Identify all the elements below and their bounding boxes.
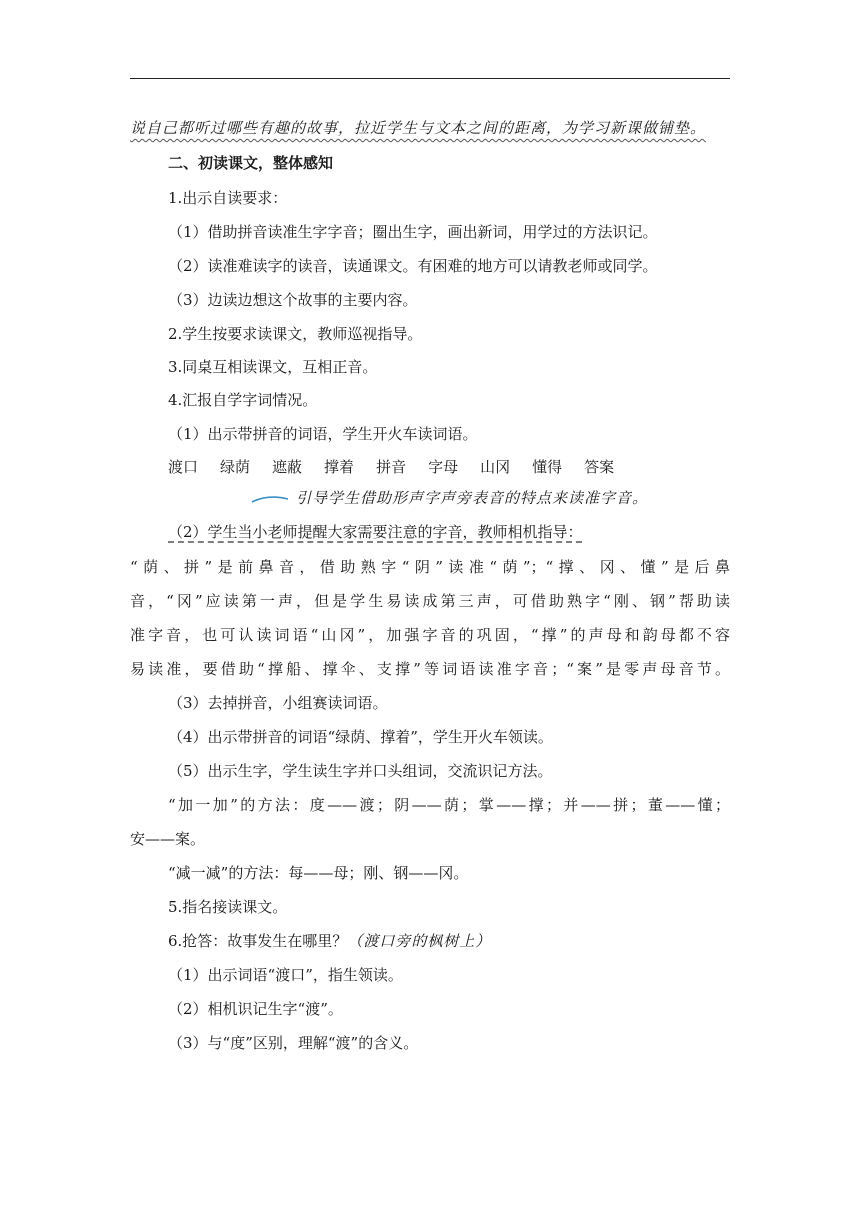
add-method-line: “加一加”的方法：度——渡；阴——荫；掌——撑；并——拼；董——懂；: [168, 796, 730, 814]
margin-annotation: [250, 487, 648, 509]
step-6-answer: （渡口旁的枫树上）: [347, 932, 492, 950]
word: 绿荫: [220, 458, 251, 476]
header-rule: [130, 78, 730, 79]
section-heading: 二、初读课文，整体感知: [168, 154, 334, 172]
paragraph-line: 音，“冈”应读第一声，但是学生易读成第三声，可借助熟字“刚、钢”帮助读: [130, 592, 730, 610]
word: 山冈: [480, 458, 511, 476]
subtract-method: “减一减”的方法：每——母；刚、钢——冈。: [168, 864, 469, 882]
word: 拼音: [376, 458, 407, 476]
word: 懂得: [532, 458, 563, 476]
step-6-question: 6.抢答：故事发生在哪里？: [168, 932, 348, 950]
step-1: 1.出示自读要求：: [168, 189, 288, 207]
word: 遮蔽: [272, 458, 303, 476]
step-5: 5.指名接读课文。: [168, 898, 288, 916]
annotation-text: 引导学生借助形声字声旁表音的特点来读准字音。: [296, 489, 649, 507]
word: 撑着: [324, 458, 355, 476]
step-6-item-2: （2）相机识记生字“渡”。: [168, 1000, 343, 1018]
step-2: 2.学生按要求读课文，教师巡视指导。: [168, 325, 423, 343]
step-4-item-2: （2）学生当小老师提醒大家需要注意的字音，教师相机指导：: [168, 523, 583, 541]
intro-note: 说自己都听过哪些有趣的故事，拉近学生与文本之间的距离，为学习新课做铺垫。: [130, 119, 707, 137]
paragraph-line: 易读准，要借助“撑船、撑伞、支撑”等词语读准字音；“案”是零声母音节。: [130, 660, 730, 678]
paragraph-line: “荫、拼”是前鼻音，借助熟字“阴”读准“荫”；“撑、冈、懂”是后鼻: [130, 558, 730, 576]
add-method-line-end: 安——案。: [130, 830, 206, 848]
step-1-item-2: （2）读准难读字的读音，读通课文。有困难的地方可以请教老师或同学。: [168, 257, 658, 275]
step-6-item-3: （3）与“度”区别，理解“渡”的含义。: [168, 1034, 419, 1052]
word: 渡口: [168, 458, 199, 476]
step-1-item-1: （1）借助拼音读准生字字音；圈出生字，画出新词，用学过的方法识记。: [168, 223, 658, 241]
word-list: [168, 456, 636, 478]
paragraph-line: 准字音，也可认读词语“山冈”，加强字音的巩固，“撑”的声母和韵母都不容: [130, 626, 730, 644]
word: 字母: [428, 458, 459, 476]
step-1-item-3: （3）边读边想这个故事的主要内容。: [168, 291, 418, 309]
word: 答案: [584, 458, 615, 476]
step-4: 4.汇报自学字词情况。: [168, 391, 318, 409]
step-3: 3.同桌互相读课文，互相正音。: [168, 358, 378, 376]
step-6-item-1: （1）出示词语“渡口”，指生领读。: [168, 966, 403, 984]
step-6: [168, 930, 491, 952]
annotation-swoosh-icon: [250, 493, 290, 505]
step-4-item-3: （3）去掉拼音，小组赛读词语。: [168, 694, 388, 712]
step-4-item-4: （4）出示带拼音的词语“绿荫、撑着”，学生开火车领读。: [168, 728, 553, 746]
step-4-item-5: （5）出示生字，学生读生字并口头组词，交流识记方法。: [168, 762, 553, 780]
step-4-item-1: （1）出示带拼音的词语，学生开火车读词语。: [168, 425, 478, 443]
